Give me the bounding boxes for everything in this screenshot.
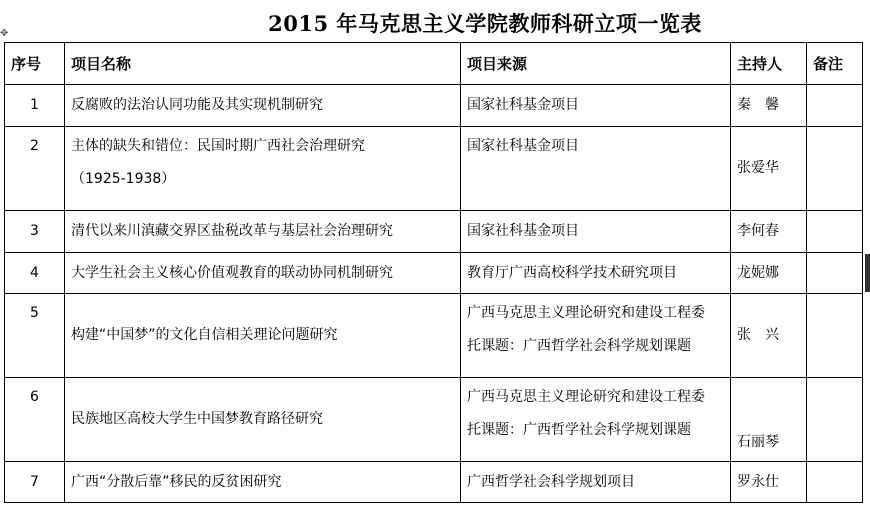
row-note [807,378,863,462]
row-no: 6 [5,378,65,462]
row-note [807,253,863,294]
row-name-line: 民族地区高校大学生中国梦教育路径研究 [71,411,323,428]
row-no: 7 [5,462,65,503]
row-source-line: 广西马克思主义理论研究和建设工程委 [467,305,705,321]
row-source-line: 托课题：广西哲学社会科学规划课题 [467,421,691,438]
table-row [5,294,863,378]
row-source [461,294,731,378]
header-note: 备注 [807,43,863,85]
table-row [5,253,863,294]
row-source-line: 托课题：广西哲学社会科学规划课题 [467,337,691,354]
table-row [5,462,863,503]
row-host: 秦 馨 [731,85,807,127]
table-row [5,378,863,462]
row-no: 3 [5,211,65,253]
row-note [807,462,863,503]
row-host: 罗永仕 [731,462,807,503]
row-source [461,211,731,253]
row-source-line: 国家社科基金项目 [467,138,579,154]
row-source [461,462,731,503]
row-name-line: 构建“中国梦”的文化自信相关理论问题研究 [71,327,338,344]
row-source-line: 国家社科基金项目 [467,223,579,240]
row-host: 张爱华 [731,127,807,211]
row-name [65,127,461,211]
row-no: 4 [5,253,65,294]
header-source: 项目来源 [461,43,731,85]
header-name: 项目名称 [65,43,461,85]
row-source [461,85,731,127]
row-host: 龙妮娜 [731,253,807,294]
row-source [461,253,731,294]
row-source [461,378,731,462]
table-row [5,85,863,127]
row-source-line: 广西马克思主义理论研究和建设工程委 [467,389,705,405]
row-no: 5 [5,294,65,378]
table-row [5,127,863,211]
row-name-line: 大学生社会主义核心价值观教育的联动协同机制研究 [71,264,393,281]
row-no: 1 [5,85,65,127]
row-name-line: （1925-1938） [71,170,176,187]
row-note [807,127,863,211]
row-no: 2 [5,127,65,211]
row-note [807,211,863,253]
row-name-line: 反腐败的法治认同功能及其实现机制研究 [71,97,323,114]
row-name [65,378,461,462]
row-source-line: 教育厅广西高校科学技术研究项目 [467,264,677,281]
row-host: 张 兴 [731,294,807,378]
table-header-row [5,43,863,85]
project-table [4,42,863,503]
document-title: 2015 年马克思主义学院教师科研立项一览表 [268,11,702,36]
column-resize-handle[interactable] [865,254,870,292]
row-name-line: 清代以来川滇藏交界区盐税改革与基层社会治理研究 [71,223,393,240]
table-row [5,211,863,253]
row-source [461,127,731,211]
row-name [65,294,461,378]
table-anchor-icon[interactable]: ✥ [0,28,9,39]
row-host: 李何春 [731,211,807,253]
row-host: 石丽琴 [731,378,807,462]
header-host: 主持人 [731,43,807,85]
row-name [65,462,461,503]
row-name-line: 主体的缺失和错位：民国时期广西社会治理研究 [71,138,365,154]
header-no: 序号 [5,43,65,85]
row-note [807,294,863,378]
row-source-line: 国家社科基金项目 [467,97,579,114]
row-name [65,253,461,294]
row-name [65,211,461,253]
row-name [65,85,461,127]
row-name-line: 广西“分散后靠”移民的反贫困研究 [71,473,282,490]
row-note [807,85,863,127]
row-source-line: 广西哲学社会科学规划项目 [467,473,635,490]
